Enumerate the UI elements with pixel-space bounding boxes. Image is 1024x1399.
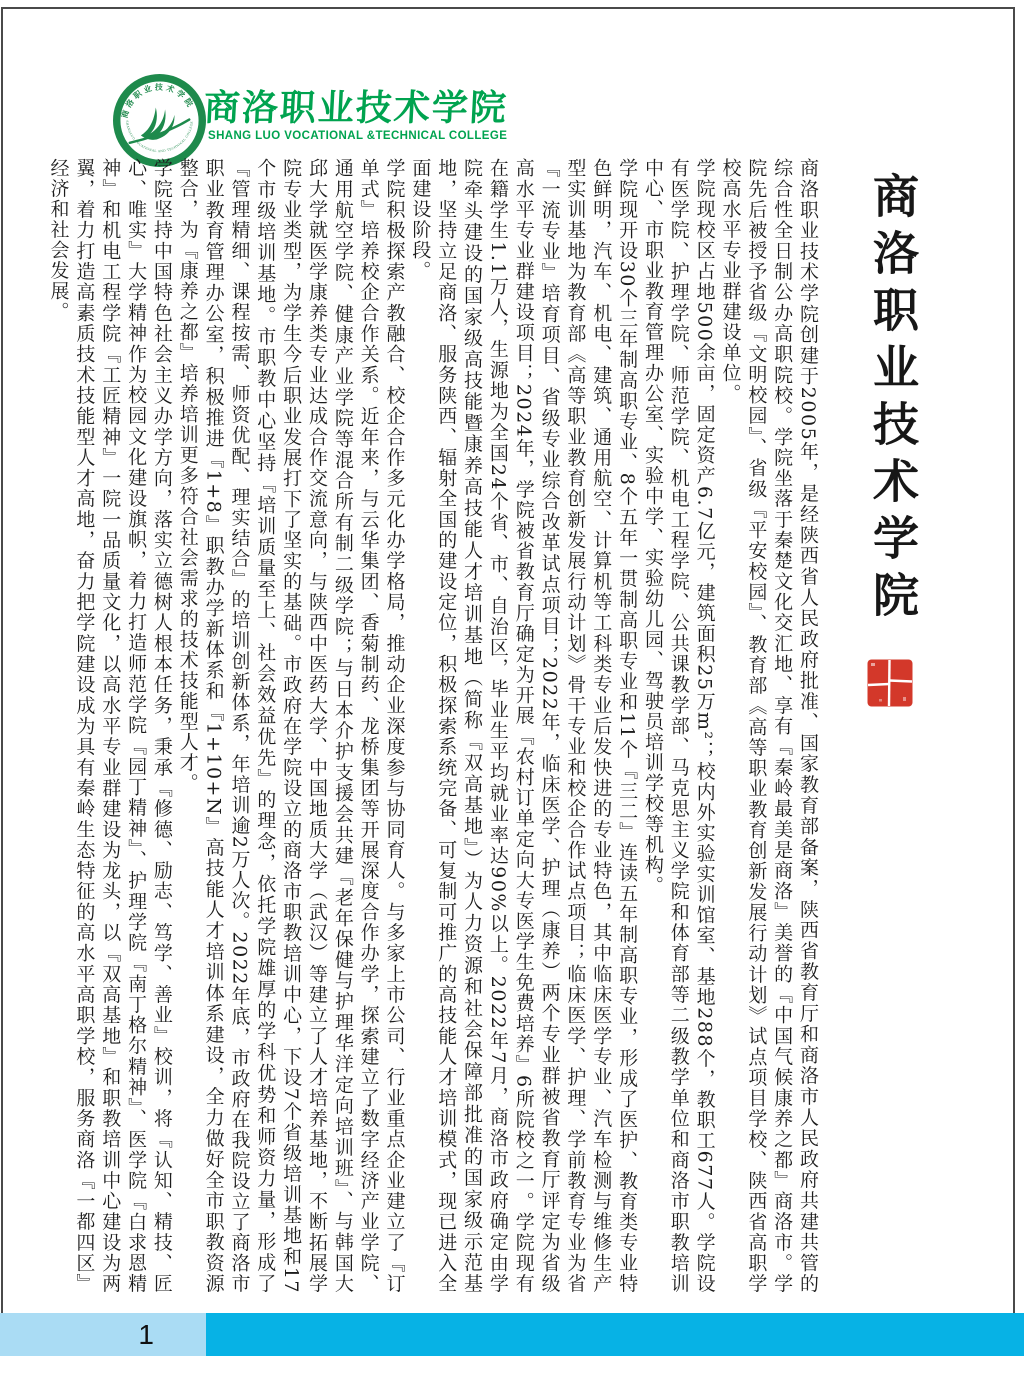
emblem-arc-text: 商洛职业技术学院 — [119, 82, 196, 120]
footer-accent-bar — [206, 1313, 1024, 1356]
footer-bar — [0, 1313, 1024, 1356]
page-number-tab — [0, 1313, 206, 1356]
article-paragraph: 商洛职业技术学院创建于2005年，是经陕西省人民政府批准、国家教育部备案，陕西省教育厅和商洛市人民政府共建共管的综合性全日制公办高职院校。学院坐落于秦楚文化交汇地、享有『秦岭最美是商洛』美誉的『中国气候康养之都』商洛市。学院先后被授予省级『文明校园』、省级『平安校园』、教育部《高等职业教育创新发展行动计划》试点项目学校、陕西省高职学校高水平专业群建设单位。 — [719, 158, 819, 1294]
logo-title-zh: 商洛职业技术学院 — [202, 87, 509, 129]
article-paragraph: 学院现校区占地500余亩，固定资产6.7亿元，建筑面积25万m²；校内外实验实训馆室、基地288个，教职工677人。学院设有医学院、护理学院、师范学院、机电工程学院、公共课教学部、马克思主义学院和体育部等二级教学单位和商洛市职教培训中心、市职业教育管理办公室、实验中学、实验幼儿园、驾驶员培训学校等机构。 — [641, 158, 716, 1294]
logo-subtitle-en: SHANG LUO VOCATIONAL &TECHNICAL COLLEGE — [208, 130, 508, 142]
seal-icon — [867, 659, 913, 707]
article-paragraph: 学院积极探索产教融合、校企合作多元化办学格局，推动企业深度参与协同育人。与多家上市公司、行业重点企业建立了『订单式』培养校企合作关系。近年来，与云华集团、香菊制药、龙桥集团等开展深度合作办学，探索建立了数字经济产业学院、通用航空学院、健康产业学院等混合所有制二级学院；与日本介护支援会共建『老年保健与护理华洋定向培训班』、与韩国大邱大学就医学康养类专业达成合作交流意向，与陕西中医药大学、中国地质大学（武汉）等建立了人才培养基地，不断拓展学院专业类型，为学生今后职业发展打下了坚实的基础。市政府在学院设立的商洛市职教培训中心，下设7个省级培训基地和17个市级培训基地。市职教中心坚持『培训质量至上、社会效益优先』的理念，依托学院雄厚的学科优势和师资力量，形成了『管理精细、课程按需、师资优配、理实结合』的培训创新体系，年培训逾2万人次。2022年底，市政府在我院设立了商洛市职业教育管理办公室，积极推进『1+8』职教办学新体系和『1+10+N』高技能人才培训体系建设，全力做好全市职教资源整合，为『康养之都』培养培训更多符合社会需求的技术技能型人才。 — [176, 158, 406, 1294]
emblem-arc-text-en: SHANGLUO VOCATIONAL AND TECHNICAL COLLEGE — [125, 120, 194, 154]
vertical-page-title: 商洛职业技术学院 — [866, 172, 920, 628]
college-emblem-icon — [113, 74, 206, 167]
article-paragraph: 学院现开设30个三年制高职专业、8个五年一贯制高职专业和11个『三二』连读五年制高职专业，形成了医护、教育类专业特色鲜明，汽车、机电、建筑、通用航空、计算机等工科类专业后发快进的专业特色，其中临床医学专业、汽车检测与维修生产型实训基地为教育部《高等职业教育创新发展行动计划》骨干专业和校企合作试点项目；临床医学、护理、学前教育专业为省『一流专业』培育项目、省级专业综合改革试点项目；2022年，临床医学、护理（康养）两个专业群被省教育厅评定为省级高水平专业群建设项目；2024年，学院被省教育厅确定为开展『农村订单定向大专医学生免费培养』6所院校之一。学院现有在籍学生1.1万人，生源地为全国24个省、市、自治区，毕业生平均就业率达90%以上。2022年7月，商洛市政府确定由学院牵头建设的国家级高技能暨康养高技能人才培训基地（简称『双高基地』）为人力资源和社会保障部批准的国家级示范基地，坚持立足商洛、服务陕西、辐射全国的建设定位，积极探索系统完备、可复制可推广的高技能人才培训模式，现已进入全面建设阶段。 — [409, 158, 639, 1294]
article-paragraph: 学院坚持中国特色社会主义办学方向，落实立德树人根本任务，秉承『修德、励志、笃学、善业』校训，将『认知、精技、匠心、唯实』大学精神作为校园文化建设旗帜，着力打造师范学院『园丁精神』、护理学院『南丁格尔精神』、医学院『白求恩精神』和机电工程学院『工匠精神』一院一品质量文化，以高水平专业群建设为龙头，以『双高基地』和职教培训中心建设为两翼，着力打造高素质技术技能型人才高地，奋力把学院建设成为具有秦岭生态特征的高水平高职学校，服务商洛『一都四区』经济和社会发展。 — [47, 158, 173, 1294]
article-text — [45, 158, 820, 1294]
page-number: 1 — [138, 1318, 154, 1350]
